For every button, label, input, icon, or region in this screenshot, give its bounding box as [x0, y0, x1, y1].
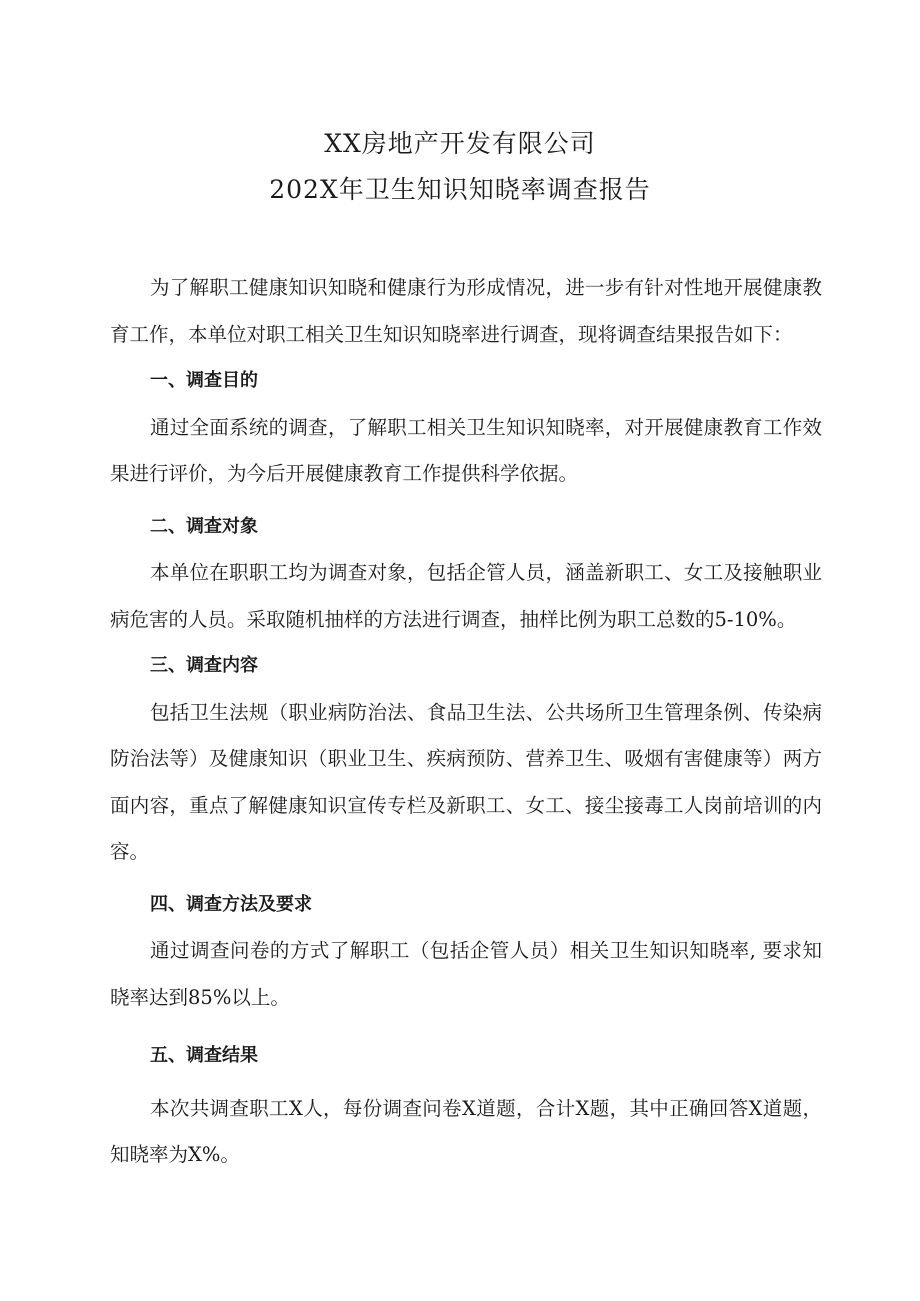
- section-text-purpose: 通过全面系统的调查，了解职工相关卫生知识知晓率，对开展健康教育工作效果进行评价，为今后开展健康教育工作提供科学依据。: [110, 415, 822, 485]
- section-text-content: 包括卫生法规（职业病防治法、食品卫生法、公共场所卫生管理条例、传染病防治法等）及健康知识（职业卫生、疾病预防、营养卫生、吸烟有害健康等）两方面内容，重点了解健康知识宣传专栏及新职工、女工、接尘接毒工人岗前培训的内容。: [110, 700, 822, 863]
- section-heading-method: 四、调查方法及要求: [150, 893, 312, 915]
- section-heading-results: 五、调查结果: [150, 1045, 258, 1066]
- document-body: [110, 265, 822, 1179]
- section-text-subjects: 本单位在职职工均为调查对象，包括企管人员，涵盖新职工、女工及接触职业病危害的人员。采取随机抽样的方法进行调查，抽样比例为职工总数的5-10%。: [110, 561, 822, 631]
- section-text-method: 通过调查问卷的方式了解职工（包括企管人员）相关卫生知识知晓率, 要求知晓率达到85%以上。: [110, 939, 822, 1009]
- section-heading-subjects: 二、调查对象: [150, 515, 258, 537]
- section-heading-content: 三、调查内容: [150, 655, 258, 676]
- intro-paragraph: 为了解职工健康知识知晓和健康行为形成情况，进一步有针对性地开展健康教育工作，本单位对职工相关卫生知识知晓率进行调查，现将调查结果报告如下：: [110, 276, 822, 346]
- document-title-company: XX房地产开发有限公司: [324, 129, 596, 158]
- document-title-report: 202X年卫生知识知晓率调查报告: [269, 175, 651, 204]
- section-heading-purpose: 一、调查目的: [150, 370, 258, 391]
- section-text-results: 本次共调查职工X人，每份调查问卷X道题，合计X题，其中正确回答X道题，知晓率为X%。: [110, 1096, 822, 1166]
